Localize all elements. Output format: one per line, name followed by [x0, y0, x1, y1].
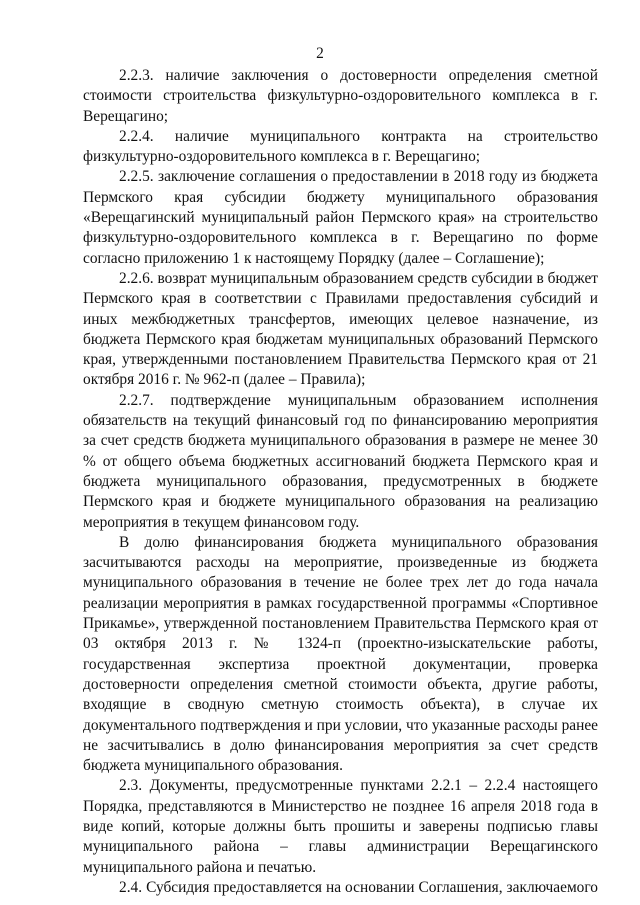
page-number: 2 — [316, 45, 324, 62]
document-body — [83, 66, 598, 898]
paragraph-budget-share: В долю финансирования бюджета муниципального образования засчитываются расходы на мероприятие, произведенные из бюджета муниципального образования в течение не более трех лет до года начала реализации мероприятия в рамках государственной программы «Спортивное Прикамье», утвержденной постановлением Правительства Пермского края от 03 октября 2013 г. № 1324-п (проектно-изыскательские работы, государственная экспертиза проектной документации, проверка достоверности определения сметной стоимости объекта, другие работы, входящие в сводную сметную стоимость объекта), в случае их документального подтверждения и при условии, что указанные расходы ранее не засчитывались в долю финансирования мероприятия за счет средств бюджета муниципального образования. — [83, 533, 598, 775]
paragraph-2-2-3: 2.2.3. наличие заключения о достоверности определения сметной стоимости строительства физкультурно-оздоровительного комплекса в г. Верещагино; — [83, 67, 598, 125]
paragraph-2-2-6: 2.2.6. возврат муниципальным образованием средств субсидии в бюджет Пермского края в соответствии с Правилами предоставления субсидий и иных межбюджетных трансфертов, имеющих целевое назначение, из бюджета Пермского края бюджетам муниципальных образований Пермского края, утвержденными постановлением Правительства Пермского края от 21 октября 2016 г. № 962-п (далее – Правила); — [83, 269, 598, 389]
paragraph-2-2-4: 2.2.4. наличие муниципального контракта на строительство физкультурно-оздоровительного комплекса в г. Верещагино; — [83, 127, 598, 166]
paragraph-2-3: 2.3. Документы, предусмотренные пунктами 2.2.1 – 2.2.4 настоящего Порядка, представляются в Министерство не позднее 16 апреля 2018 года в виде копий, которые должны быть прошиты и заверены подписью главы муниципального района – главы администрации Верещагинского муниципального района и печатью. — [83, 777, 598, 876]
paragraph-2-4: 2.4. Субсидия предоставляется на основании Соглашения, заключаемого — [119, 878, 598, 896]
paragraph-2-2-5: 2.2.5. заключение соглашения о предоставлении в 2018 году из бюджета Пермского края субсидии бюджету муниципального образования «Верещагинский муниципальный район Пермского края» на строительство физкультурно-оздоровительного комплекса в г. Верещагино по форме согласно приложению 1 к настоящему Порядку (далее – Соглашение); — [83, 168, 598, 267]
paragraph-2-2-7: 2.2.7. подтверждение муниципальным образованием исполнения обязательств на текущий финансовый год по финансированию мероприятия за счет средств бюджета муниципального образования в размере не менее 30 % от общего объема бюджетных ассигнований бюджета Пермского края и бюджета муниципального образования, предусмотренных в бюджете Пермского края и бюджете муниципального образования на реализацию мероприятия в текущем финансовом году. — [83, 391, 598, 531]
